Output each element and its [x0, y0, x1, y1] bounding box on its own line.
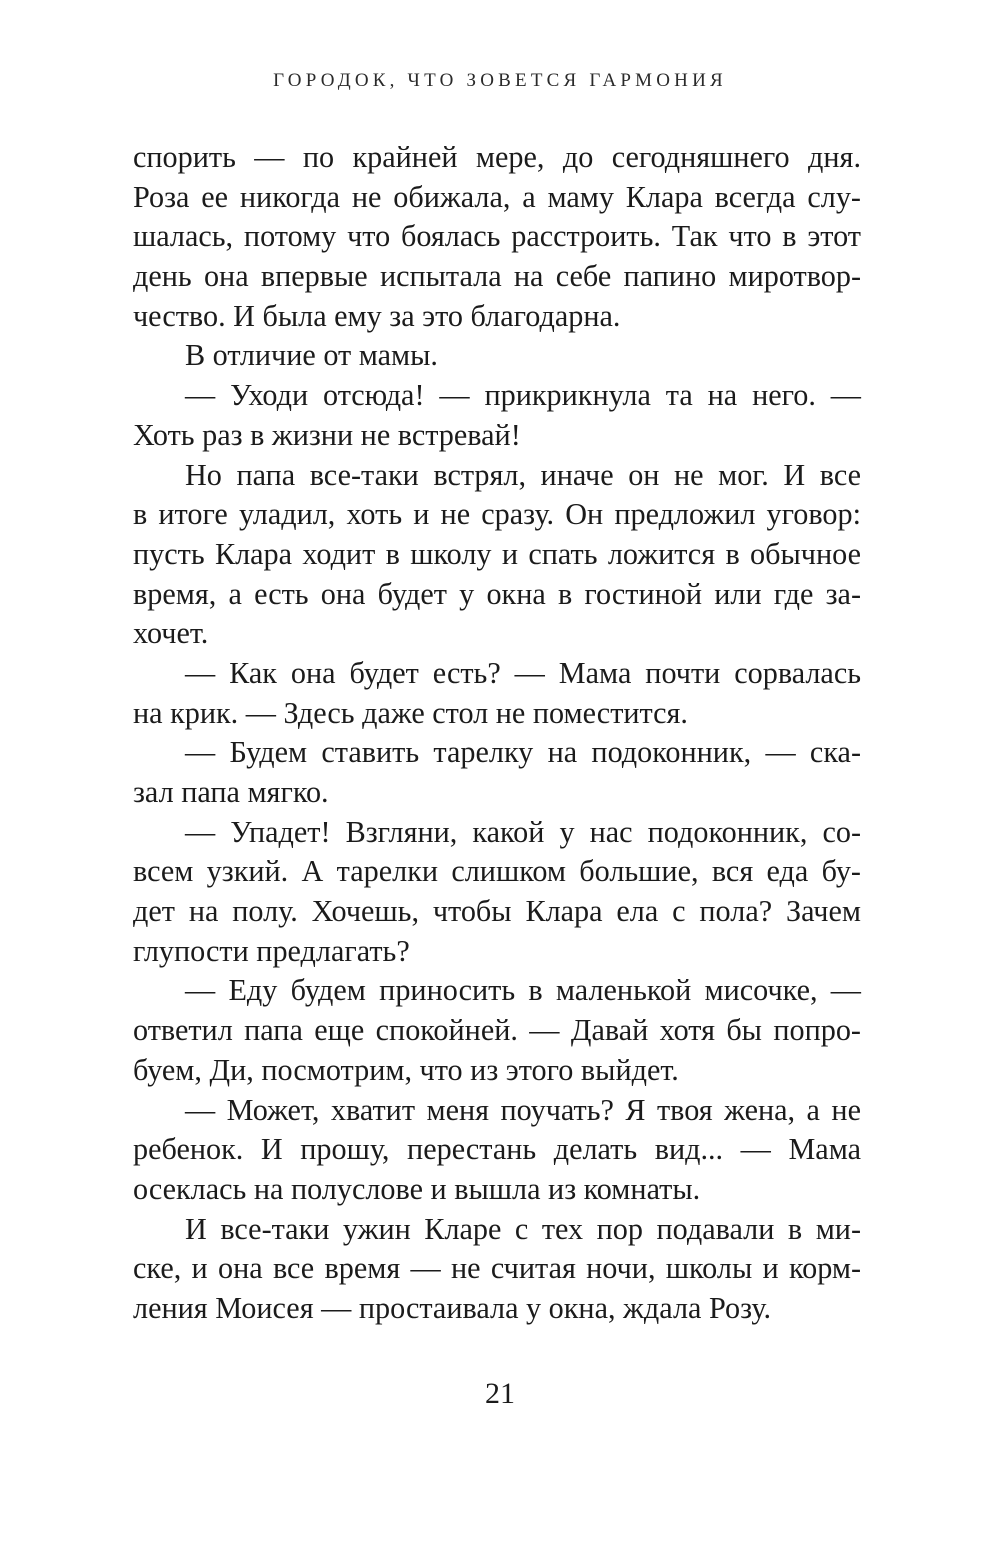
- text-line: на крик. — Здесь даже стол не поместится.: [133, 695, 688, 730]
- text-line: — Может, хватит меня поучать? Я твоя жена, а не: [185, 1092, 861, 1127]
- text-line: шалась, потому что боялась расстроить. Так что в этот: [133, 219, 861, 254]
- text-line: ответил папа еще спокойней. — Давай хотя бы попро-: [133, 1013, 861, 1048]
- text-line: в итоге уладил, хоть и не сразу. Он предложил уговор:: [133, 497, 861, 532]
- body-text: [133, 138, 861, 1329]
- text-line: чество. И была ему за это благодарна.: [133, 298, 621, 333]
- text-line: глупости предлагать?: [133, 933, 410, 968]
- text-line: спорить — по крайней мере, до сегодняшнего дня.: [133, 140, 861, 174]
- text-line: буем, Ди, посмотрим, что из этого выйдет.: [133, 1052, 679, 1087]
- page-number: 21: [485, 1377, 515, 1410]
- text-line: Роза ее никогда не обижала, а маму Клара всегда слу-: [133, 179, 861, 214]
- running-head: ГОРОДОК, ЧТО ЗОВЕТСЯ ГАРМОНИЯ: [273, 70, 727, 91]
- text-line: ребенок. И прошу, перестань делать вид... — Мама: [133, 1132, 861, 1167]
- text-line: И все-таки ужин Кларе с тех пор подавали в ми-: [185, 1211, 861, 1246]
- text-line: ске, и она все время — не считая ночи, школы и корм-: [133, 1251, 861, 1286]
- text-line: время, а есть она будет у окна в гостиной или где за-: [133, 576, 861, 611]
- text-line: хочет.: [133, 616, 209, 651]
- text-line: зал папа мягко.: [133, 775, 329, 809]
- text-line: — Еду будем приносить в маленькой мисочке, —: [185, 973, 861, 1008]
- text-line: ления Моисея — простаивала у окна, ждала Розу.: [133, 1290, 771, 1325]
- text-line: — Уходи отсюда! — прикрикнула та на него. —: [185, 378, 861, 413]
- text-line: дет на полу. Хочешь, чтобы Клара ела с пола? Зачем: [133, 894, 861, 929]
- text-line: осеклась на полуслове и вышла из комнаты.: [133, 1171, 701, 1206]
- text-line: В отличие от мамы.: [185, 338, 438, 373]
- text-line: Хоть раз в жизни не встревай!: [133, 417, 521, 452]
- text-line: пусть Клара ходит в школу и спать ложится в обычное: [133, 536, 861, 571]
- text-line: — Будем ставить тарелку на подоконник, — ска-: [185, 735, 861, 770]
- text-line: — Упадет! Взгляни, какой у нас подоконник, со-: [185, 814, 861, 849]
- text-line: всем узкий. А тарелки слишком большие, вся еда бу-: [133, 854, 861, 889]
- text-line: Но папа все-таки встрял, иначе он не мог. И все: [185, 457, 861, 492]
- text-line: — Как она будет есть? — Мама почти сорвалась: [185, 655, 861, 690]
- text-line: день она впервые испытала на себе папино миротвор-: [133, 259, 861, 294]
